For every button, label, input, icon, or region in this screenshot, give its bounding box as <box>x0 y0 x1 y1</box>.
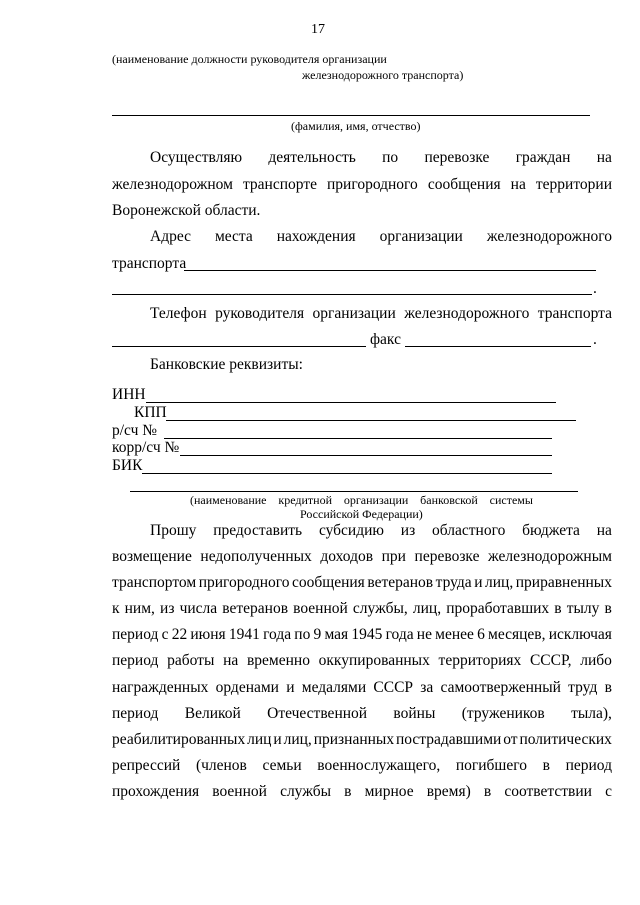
request-line-4: к ним, из числа ветеранов военной службы, лиц, проработавших в тылу в <box>112 600 612 617</box>
bik-label: БИК <box>112 457 143 474</box>
activity-line-3: Воронежской области. <box>112 202 261 219</box>
address-label: транспорта <box>112 255 187 272</box>
fax-label: факс <box>370 331 401 348</box>
address-field-2[interactable] <box>112 294 592 295</box>
request-line-7: награжденных орденами и медалями СССР за самоотверженный труд в <box>112 679 612 696</box>
rs-label: р/сч № <box>112 422 158 439</box>
request-line-11: прохождения военной службы в мирное время) в соответствии с <box>112 783 612 800</box>
ks-label: корр/сч № <box>112 439 180 456</box>
inn-field[interactable] <box>146 402 556 403</box>
bank-caption-line1: (наименование кредитной организации банковской системы <box>190 493 533 507</box>
request-line-2: возмещение недополученных доходов при перевозке железнодорожным <box>112 548 612 565</box>
request-line-9: реабилитированных лиц и лиц, признанных пострадавшими от политических <box>112 731 612 748</box>
page-number: 17 <box>311 22 325 37</box>
request-line-10: репрессий (членов семьи военнослужащего, погибшего в период <box>112 757 612 774</box>
kpp-field[interactable] <box>166 420 576 421</box>
kpp-label: КПП <box>134 404 167 421</box>
inn-label: ИНН <box>112 386 146 403</box>
fio-caption: (фамилия, имя, отчество) <box>291 119 421 133</box>
address-end-dot: . <box>593 280 597 297</box>
activity-line-1: Осуществляю деятельность по перевозке граждан на <box>150 149 612 166</box>
phone-field[interactable] <box>112 346 366 347</box>
request-line-8: период Великой Отечественной войны (тружеников тыла), <box>112 705 612 722</box>
address-field-1[interactable] <box>184 270 596 271</box>
bank-name-field[interactable] <box>130 491 578 492</box>
fio-line[interactable] <box>112 115 590 116</box>
request-line-3: транспортом пригородного сообщения ветеранов труда и лиц, приравненных <box>112 574 612 591</box>
fax-field[interactable] <box>405 346 591 347</box>
activity-line-2: железнодорожном транспорте пригородного сообщения на территории <box>112 176 612 193</box>
bank-caption-line2: Российской Федерации) <box>300 507 423 521</box>
address-line-1: Адрес места нахождения организации железнодорожного <box>150 228 612 245</box>
ks-field[interactable] <box>180 455 552 456</box>
position-caption-line1: (наименование должности руководителя организации <box>112 52 387 66</box>
phone-line-1: Телефон руководителя организации железнодорожного транспорта <box>150 305 612 322</box>
position-caption-line2: железнодорожного транспорта) <box>302 68 464 82</box>
bik-field[interactable] <box>142 473 552 474</box>
rs-field[interactable] <box>164 438 552 439</box>
request-line-5: период с 22 июня 1941 года по 9 мая 1945 года не менее 6 месяцев, исключая <box>112 626 612 643</box>
bank-title: Банковские реквизиты: <box>150 356 303 373</box>
request-line-1: Прошу предоставить субсидию из областного бюджета на <box>150 522 612 539</box>
fax-end-dot: . <box>593 331 597 348</box>
request-line-6: период работы на временно оккупированных территориях СССР, либо <box>112 652 612 669</box>
